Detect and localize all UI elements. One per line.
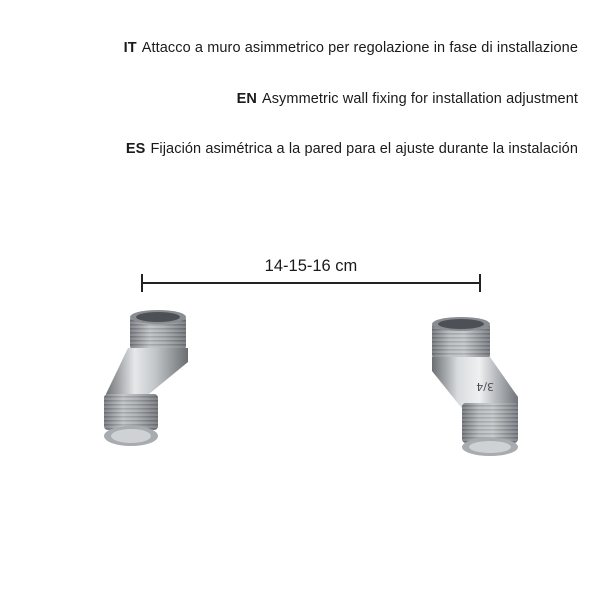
dimension-indicator (141, 254, 481, 294)
dimension-tick-right (479, 274, 481, 292)
language-code-it: IT (123, 40, 137, 56)
caption-en (237, 91, 578, 107)
dimension-line (141, 282, 481, 284)
caption-es (126, 141, 578, 157)
language-code-en: EN (236, 91, 257, 107)
fitting-engraving: 3/4 (476, 380, 494, 393)
caption-text-es: Fijación asimétrica a la pared para el ajuste durante la instalación (150, 141, 578, 157)
fitting-right-image (420, 305, 530, 465)
language-code-es: ES (125, 141, 146, 157)
caption-text-en: Asymmetric wall fixing for installation adjustment (261, 91, 578, 107)
caption-it (124, 40, 578, 56)
dimension-label: 14-15-16 cm (264, 257, 358, 275)
caption-text-it: Attacco a muro asimmetrico per regolazione in fase di installazione (141, 40, 578, 56)
fitting-left-image (92, 300, 202, 460)
